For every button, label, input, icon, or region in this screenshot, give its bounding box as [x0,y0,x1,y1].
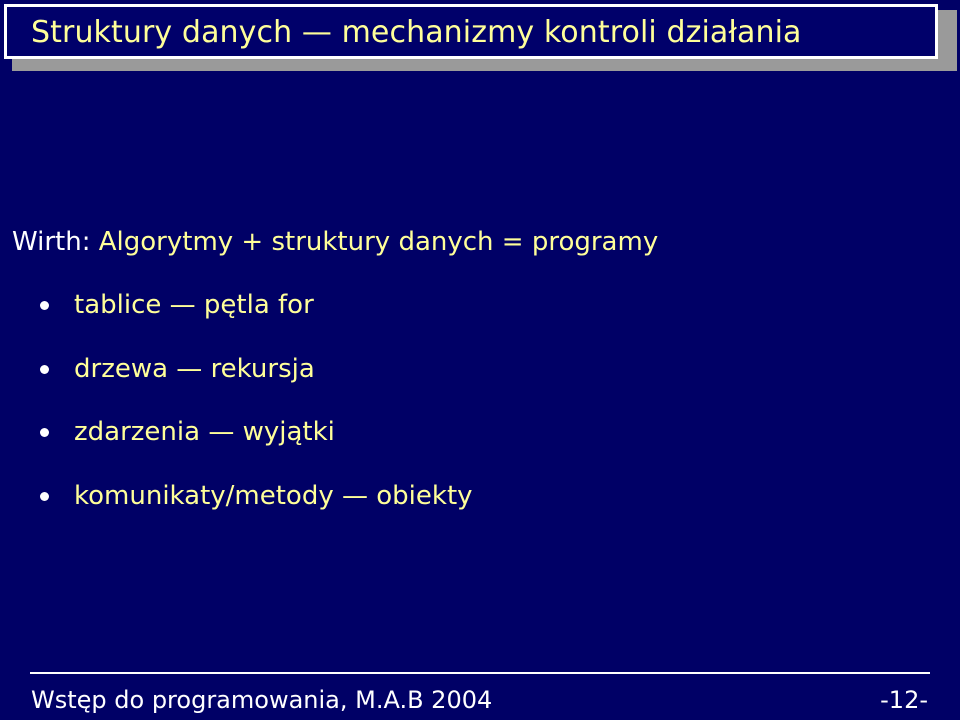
intro-rest: Algorytmy + struktury danych = programy [90,227,659,257]
list-item-text: komunikaty/metody — obiekty [74,481,473,511]
bullet-icon [40,301,49,310]
page-number: -12- [880,686,928,714]
slide-title: Struktury danych — mechanizmy kontroli działania [31,15,802,50]
list-item-text: drzewa — rekursja [74,354,315,384]
list-item-text: tablice — pętla for [74,290,314,320]
footer-text: Wstęp do programowania, M.A.B 2004 [31,686,493,714]
intro-line [12,224,658,260]
bullet-icon [40,428,49,437]
list-item-text: zdarzenia — wyjątki [74,417,335,447]
bullet-icon [40,365,49,374]
bullet-icon [40,492,49,501]
title-box [4,4,938,59]
footer-divider [30,672,930,674]
intro-lead: Wirth: [12,227,91,257]
